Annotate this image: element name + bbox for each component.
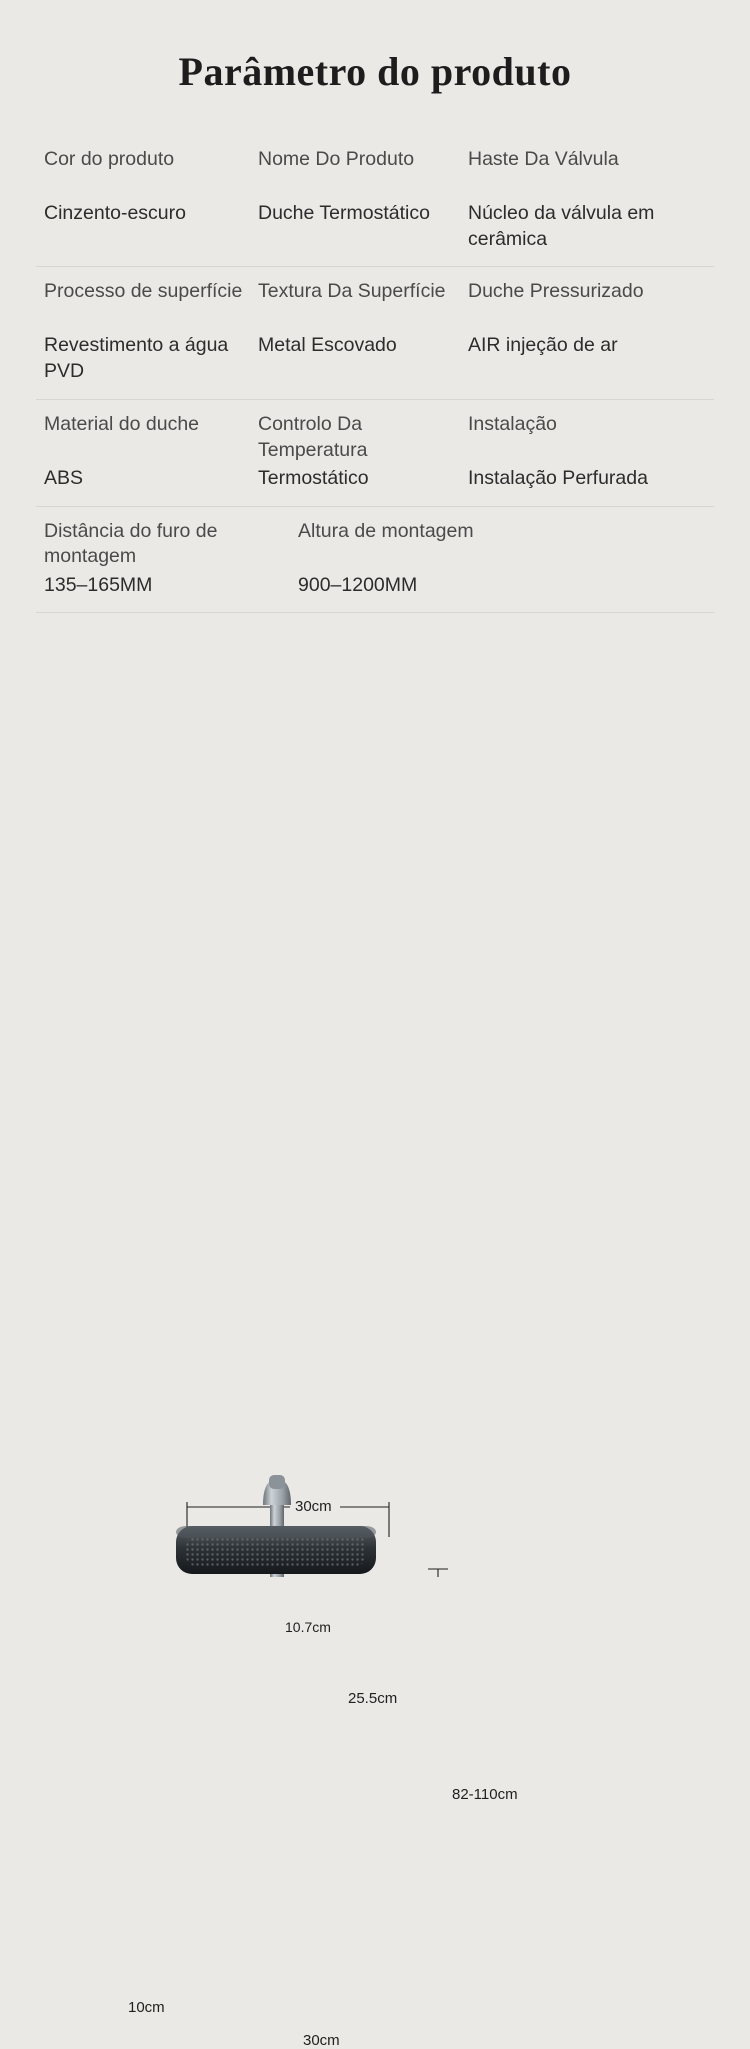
spec-value: ABS	[44, 466, 84, 489]
spec-row	[36, 267, 714, 399]
dim-handset-width: 10.7cm	[285, 1619, 331, 1636]
spec-label: Duche Pressurizado	[468, 280, 644, 303]
shower-system-illustration	[0, 657, 750, 1577]
spec-row	[36, 135, 714, 267]
spec-value: AIR injeção de ar	[468, 334, 618, 357]
spec-cell	[468, 279, 706, 384]
spec-row	[36, 400, 714, 507]
spec-label: Instalação	[468, 412, 557, 435]
spec-label: Controlo Da Temperatura	[258, 412, 368, 461]
spec-cell	[36, 279, 258, 384]
spec-label: Processo de superfície	[44, 280, 243, 303]
spec-label: Distância do furo de montagem	[44, 519, 218, 568]
spec-cell	[468, 412, 706, 492]
spec-cell	[258, 147, 468, 252]
spec-cell	[258, 412, 468, 492]
spec-value: Termostático	[258, 466, 369, 489]
spec-label: Textura Da Superfície	[258, 280, 446, 303]
spec-cell	[468, 147, 706, 252]
spec-label: Cor do produto	[44, 148, 175, 170]
spec-value: Duche Termostático	[258, 202, 430, 224]
dim-valve-width: 30cm	[303, 2032, 340, 2049]
spec-value: Núcleo da válvula em cerâmica	[468, 202, 655, 250]
spec-value: 900–1200MM	[298, 573, 418, 596]
spec-row	[36, 507, 714, 614]
spec-cell	[36, 147, 258, 252]
spec-cell	[258, 279, 468, 384]
dim-head-width: 30cm	[295, 1498, 332, 1516]
spec-table	[36, 135, 714, 613]
dim-valve-depth: 10cm	[128, 1999, 165, 2017]
spec-label: Material do duche	[44, 412, 200, 435]
spec-cell	[36, 519, 298, 599]
spec-value: Metal Escovado	[258, 334, 397, 357]
spec-value: Instalação Perfurada	[468, 466, 648, 489]
spec-label: Haste Da Válvula	[468, 148, 619, 170]
spec-label: Nome Do Produto	[258, 148, 415, 170]
dim-handset-height: 25.5cm	[348, 1690, 398, 1708]
page-title: Parâmetro do produto	[178, 49, 572, 94]
spec-value: 135–165MM	[44, 573, 153, 596]
spec-label: Altura de montagem	[298, 519, 474, 542]
spec-cell	[298, 519, 598, 599]
product-dimension-diagram	[0, 657, 750, 2049]
spec-value: Cinzento-escuro	[44, 202, 186, 224]
spec-cell	[36, 412, 258, 492]
spec-value: Revestimento a água PVD	[44, 334, 229, 383]
dim-total-height: 82-110cm	[452, 1786, 518, 1804]
